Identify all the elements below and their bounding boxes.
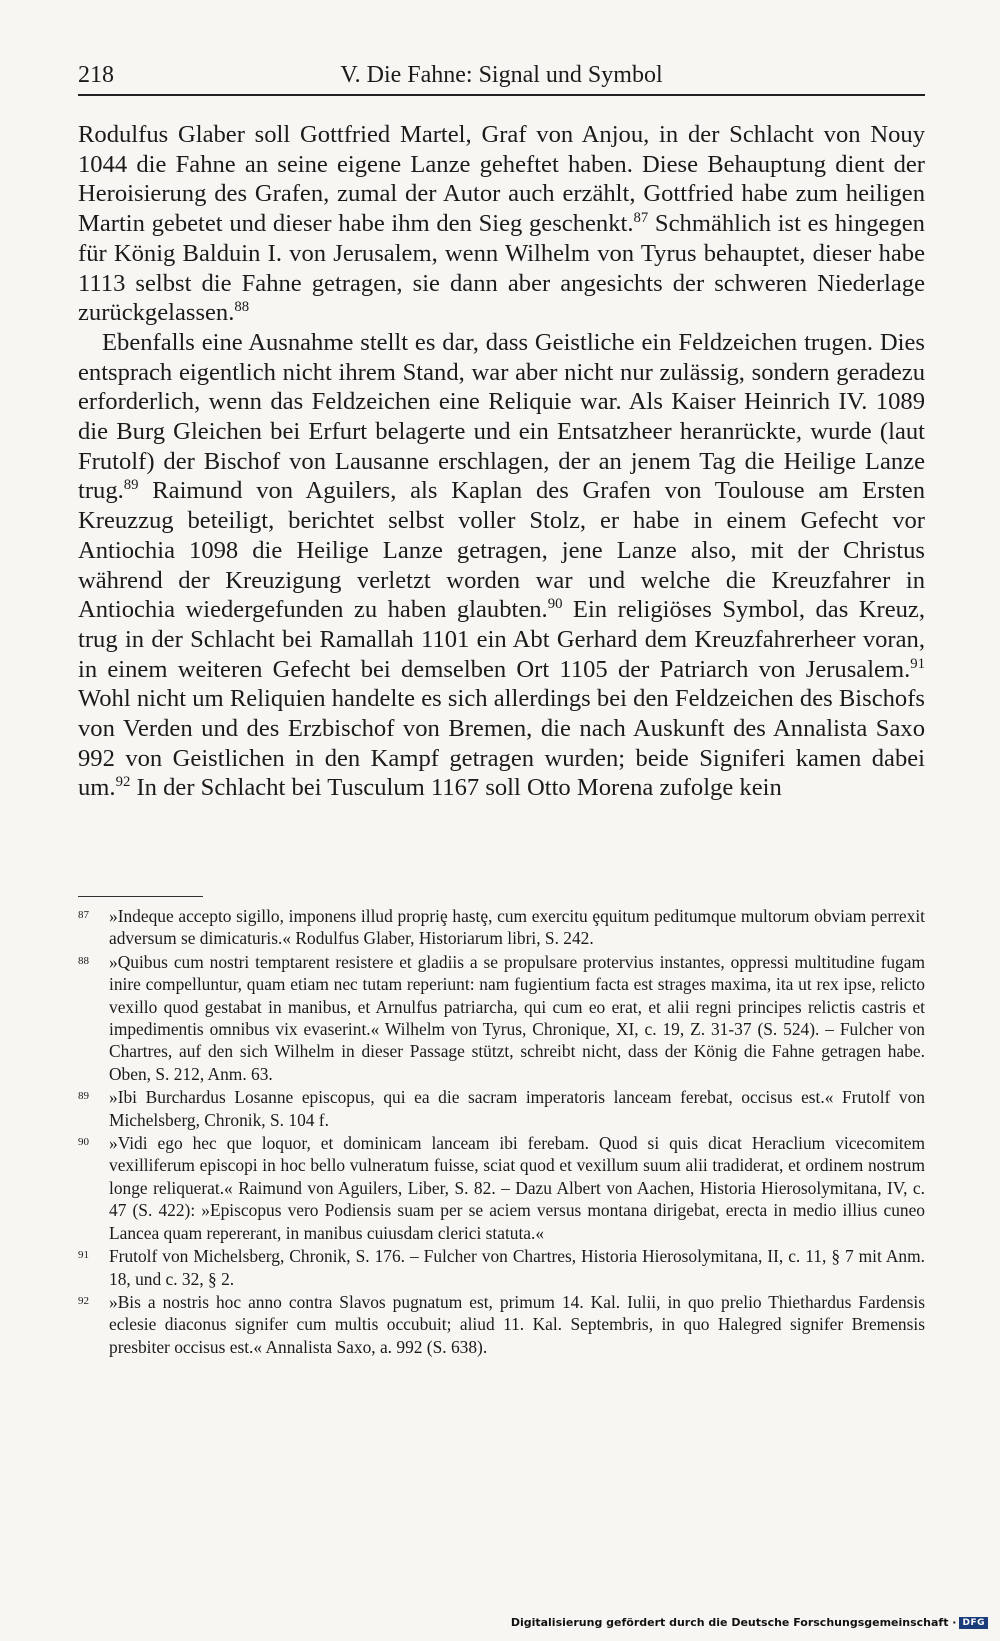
footnote-text: »Quibus cum nostri temptarent resistere et gladiis a se propulsare protervius instantes, oppressi multitudine fugam inire compelluntur, quam etiam nec tutam reperiunt: nam fugientium facta est strages maxima, ita ut rex ipse, relicto vexillo quod gestabat in manibus, et Arnulfus patriarcha, qui cum eo erat, et alii regni principes relictis castris et impedimentis omnibus vix evaserint.« Wilhelm von Tyrus, Chronique, XI, c. 19, Z. 31-37 (S. 524). – Fulcher von Chartres, auf den sich Wilhelm in dieser Passage stützt, schreibt nicht, dass der König die Fahne getragen habe. Oben, S. 212, Anm. 63. (109, 951, 925, 1084)
footnote-ref-88[interactable]: 88 (234, 299, 250, 316)
footnote-ref-92[interactable]: 92 (115, 774, 131, 791)
page-header (78, 58, 925, 96)
main-text (78, 120, 925, 803)
paragraph-2 (78, 328, 925, 803)
footnote-number: 91 (78, 1249, 89, 1262)
footnote-text: »Vidi ego hec que loquor, et dominicam lanceam ibi ferebam. Quod si quis dicat Heraclium vicecomitem vexilliferum episcopi in hoc bello vulneratum fuisse, sciat quod et vexillum suum alii tradiderat, et ordinem nostrum longe reliquerat.« Raimund von Aguilers, Liber, S. 82. – Dazu Albert von Aachen, Historia Hierosolymitana, IV, c. 47 (S. 422): »Episcopus vero Podiensis suam per se aciem versus montana dirigebat, erecta in medio illius cuneo Lancea quam repererant, in manibus cuiusdam clerici statuta.« (109, 1133, 925, 1243)
footnotes (78, 905, 925, 1359)
footnote-number: 92 (78, 1294, 89, 1307)
text-run: Rodulfus Glaber soll Gottfried Martel, Graf von Anjou, in der Schlacht von Nouy 1044 die Fahne an seine eigene Lanze geheftet haben. Diese Behauptung dient der Heroisierung des Grafen, zumal der Autor auch erzählt, Gottfried habe zum heiligen Martin gebetet und dieser habe ihm den Sieg geschenkt. (78, 121, 925, 238)
dfg-credit-text: Digitalisierung gefördert durch die Deutsche Forschungsgemeinschaft · (510, 1616, 957, 1629)
footnote-text: »Bis a nostris hoc anno contra Slavos pugnatum est, primum 14. Kal. Iulii, in quo prelio Thiethardus Fardensis eclesie diaconus signifer cum multis occubuit; aliud 11. Kal. Septembris, in quo Halegred signifer Bremensis presbiter occisus est.« Annalista Saxo, a. 992 (S. 638). (109, 1291, 925, 1357)
footnote-ref-91[interactable]: 91 (910, 655, 925, 672)
footnote-ref-90[interactable]: 90 (547, 596, 563, 613)
text-run: In der Schlacht bei Tusculum 1167 soll Otto Morena zufolge kein (130, 774, 782, 802)
footnote-ref-87[interactable]: 87 (633, 209, 649, 226)
text-run: Raimund von Aguilers, als Kaplan des Grafen von Toulouse am Ersten Kreuzzug beteiligt, berichtet selbst voller Stolz, er habe in einem Gefecht vor Antiochia 1098 die Heilige Lanze getragen, jene Lanze also, mit der Christus während der Kreuzigung verletzt worden war und welche die Kreuzfahrer in Antiochia wiedergefunden zu haben glaubten. (78, 477, 925, 624)
text-run: Schmählich ist es hingegen für König Balduin I. von Jerusalem, wenn Wilhelm von Tyrus behauptet, dieser habe 1113 selbst die Fahne getragen, sie dann aber angesichts der schweren Niederlage zurückgelassen. (78, 210, 925, 327)
dfg-logo: DFG (959, 1617, 988, 1629)
footnote-separator (78, 896, 203, 897)
footnote-number: 90 (78, 1136, 89, 1149)
page-number: 218 (78, 62, 114, 88)
running-title: V. Die Fahne: Signal und Symbol (340, 62, 663, 88)
footnote-text: Frutolf von Michelsberg, Chronik, S. 176. – Fulcher von Chartres, Historia Hierosolymitana, II, c. 11, § 7 mit Anm. 18, und c. 32, § 2. (109, 1246, 925, 1289)
dfg-credit (511, 1616, 988, 1629)
footnote-number: 89 (78, 1090, 89, 1103)
footnote-88 (78, 951, 925, 1085)
footnote-text: »Ibi Burchardus Losanne episcopus, qui ea die sacram imperatoris lanceam ferebat, occisus est.« Frutolf von Michelsberg, Chronik, S. 104 f. (109, 1087, 925, 1130)
footnote-number: 88 (78, 954, 89, 967)
footnote-92 (78, 1291, 925, 1358)
footnote-89 (78, 1086, 925, 1131)
paragraph-1 (78, 120, 925, 328)
footnote-87 (78, 905, 925, 950)
footnote-90 (78, 1132, 925, 1244)
footnote-text: »Indeque accepto sigillo, imponens illud propriȩ hastȩ, cum exercitu ȩquitum peditumque multorum obviam perrexit adversum se dimicaturis.« Rodulfus Glaber, Historiarum libri, S. 242. (109, 906, 925, 949)
text-run: Wohl nicht um Reliquien handelte es sich allerdings bei den Feldzeichen des Bischofs von Verden und des Erzbischof von Bremen, die nach Auskunft des Annalista Saxo 992 von Geistlichen in den Kampf getragen wurden; beide Signiferi kamen dabei um. (78, 685, 925, 802)
footnote-91 (78, 1245, 925, 1290)
footnote-ref-89[interactable]: 89 (123, 477, 139, 494)
text-run: Ebenfalls eine Ausnahme stellt es dar, dass Geistliche ein Feldzeichen trugen. Dies entsprach eigentlich nicht ihrem Stand, war aber nicht nur zulässig, sondern geradezu erforderlich, wenn das Feldzeichen eine Reliquie war. Als Kaiser Heinrich IV. 1089 die Burg Gleichen bei Erfurt belagerte und ein Entsatzheer heranrückte, wurde (laut Frutolf) der Bischof von Lausanne erschlagen, der an jenem Tag die Heilige Lanze trug. (78, 328, 925, 505)
footnote-number: 87 (78, 909, 89, 921)
text-run: Ein religiöses Symbol, das Kreuz, trug in der Schlacht bei Ramallah 1101 ein Abt Gerhard dem Kreuzfahrerheer voran, in einem weiteren Gefecht bei demselben Ort 1105 der Patriarch von Jerusalem. (78, 596, 925, 683)
